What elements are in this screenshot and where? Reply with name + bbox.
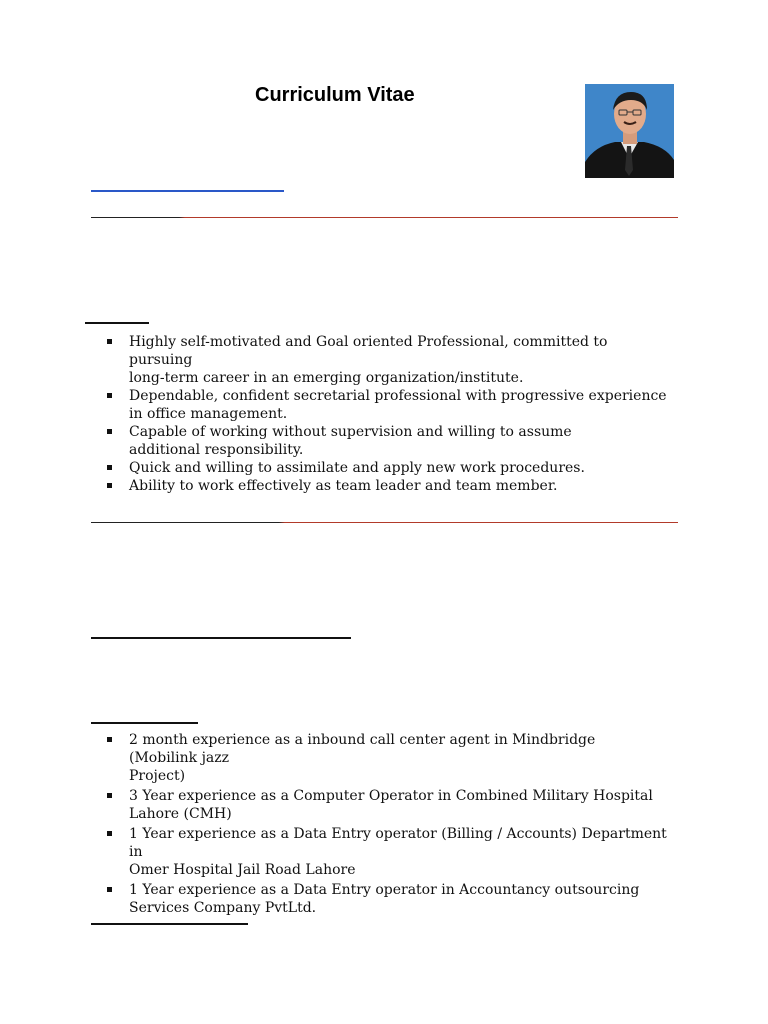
- objectives-list: [107, 333, 667, 495]
- page-title: Curriculum Vitae: [255, 84, 415, 106]
- skills-heading-underline: [91, 923, 248, 925]
- list-item: 1 Year experience as a Data Entry operator in Accountancy outsourcing Services Company PvtLtd.: [107, 881, 667, 917]
- list-item: Capable of working without supervision and willing to assume additional responsibility.: [107, 423, 667, 459]
- list-item: 2 month experience as a inbound call center agent in Mindbridge (Mobilink jazz Project): [107, 731, 667, 785]
- experience-heading-underline: [91, 722, 198, 724]
- list-item: Dependable, confident secretarial professional with progressive experience in office management.: [107, 387, 667, 423]
- experience-list: [107, 731, 667, 919]
- section-divider-middle: [91, 522, 678, 523]
- list-item: 1 Year experience as a Data Entry operator (Billing / Accounts) Department in Omer Hospital Jail Road Lahore: [107, 825, 667, 879]
- list-item: Ability to work effectively as team leader and team member.: [107, 477, 667, 495]
- name-underline: [91, 190, 284, 192]
- profile-photo: [585, 84, 674, 178]
- education-heading-underline: [91, 637, 351, 639]
- objective-heading-underline: [85, 322, 149, 324]
- list-item: 3 Year experience as a Computer Operator in Combined Military Hospital Lahore (CMH): [107, 787, 667, 823]
- section-divider-top: [91, 217, 678, 218]
- list-item: Highly self-motivated and Goal oriented Professional, committed to pursuing long-term career in an emerging organization/institute.: [107, 333, 667, 387]
- list-item: Quick and willing to assimilate and apply new work procedures.: [107, 459, 667, 477]
